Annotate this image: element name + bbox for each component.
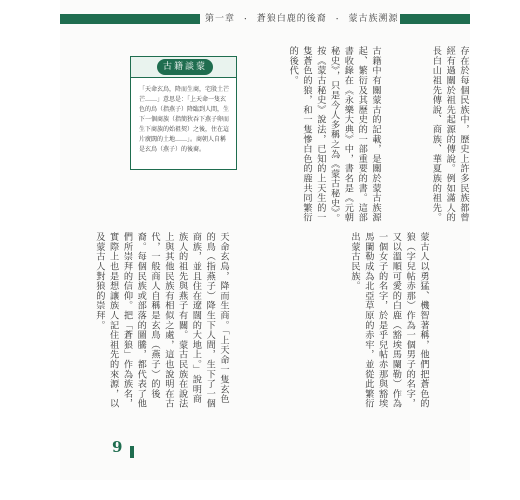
header-accent-left xyxy=(60,14,200,24)
note-title-band xyxy=(131,57,236,78)
note-title: 古籍談蒙 xyxy=(157,59,213,75)
page-number: 9 xyxy=(112,438,123,456)
section-title: 蒙古族溯源 xyxy=(348,14,399,24)
chapter-label: 第一章 xyxy=(205,14,236,24)
separator-dot: ・ xyxy=(333,15,342,23)
page-header xyxy=(60,6,470,32)
header-accent-right xyxy=(400,14,470,24)
note-body xyxy=(139,85,229,165)
text-column-top-right: 存在於每個民族中，歷史上許多民族都曾經有過關於祖先起源的傳說。例如滿人的長白山祖先傳說、商族、華夏族的祖先。 xyxy=(430,46,469,223)
text-column-bottom-right: 蒙古人以勇猛、機智著稱，他們把蒼色的狼（字兒帖赤那）作為一個男子的名字，又以溫順可愛的白鹿（豁埃馬闌勒）作為一個女子的名字，於是乎兒帖赤那與豁埃馬闌勒成為北亞草原的赤牢，並從此繁衍出蒙古民族。 xyxy=(349,232,429,409)
text-column-top-left: 古籍中有關蒙古的記載，是關於蒙古族源起、繁衍及其歷史的一部重要的書。這部書收錄在《永樂大典》中，書名是《元朝秘史》，只是今人多稱之為《蒙古秘史》。按《蒙古秘史》說法，已知的上天生的一隻蒼色的狼，和一隻慘白色的鹿共同繁衍的後代。 xyxy=(287,46,381,223)
text-column-bottom-left: 天命玄鳥，降而生商。「上天命一隻玄色的鳥（指燕子）降生下人間，生下了一個商族，並且住在遼闊的大地上。」說明商族人的祖先與燕子有關。蒙古民族在說法上與其他民族有相似之處，這也說明在古代，一般商人自稱是玄鳥（燕子）的後裔。每個民族或部落的圖騰，都代表了他們所崇拜的信仰。把「蒼狼」作為族名，實際上也是想讓族人記住祖先的來源，以及蒙古人對狼的崇拜。 xyxy=(93,232,229,409)
chapter-title: 蒼狼白鹿的後裔 xyxy=(256,14,327,24)
sidebar-note-box xyxy=(130,56,237,170)
page-number-accent xyxy=(130,446,134,458)
note-paragraph: 「天命玄鳥，降而生商，宅殷土芒芒……」意思是：「上天命一隻玄色的鳥（指燕子）降臨到人間，生下一個商族（指簡狄吞下燕子卵而生下商族的始祖契）之後，住在這片廣闊的土地……」。商朝人自稱是玄鳥（燕子）的後裔。 xyxy=(139,86,230,153)
breadcrumb xyxy=(205,11,399,27)
separator-dot: ・ xyxy=(241,15,250,23)
